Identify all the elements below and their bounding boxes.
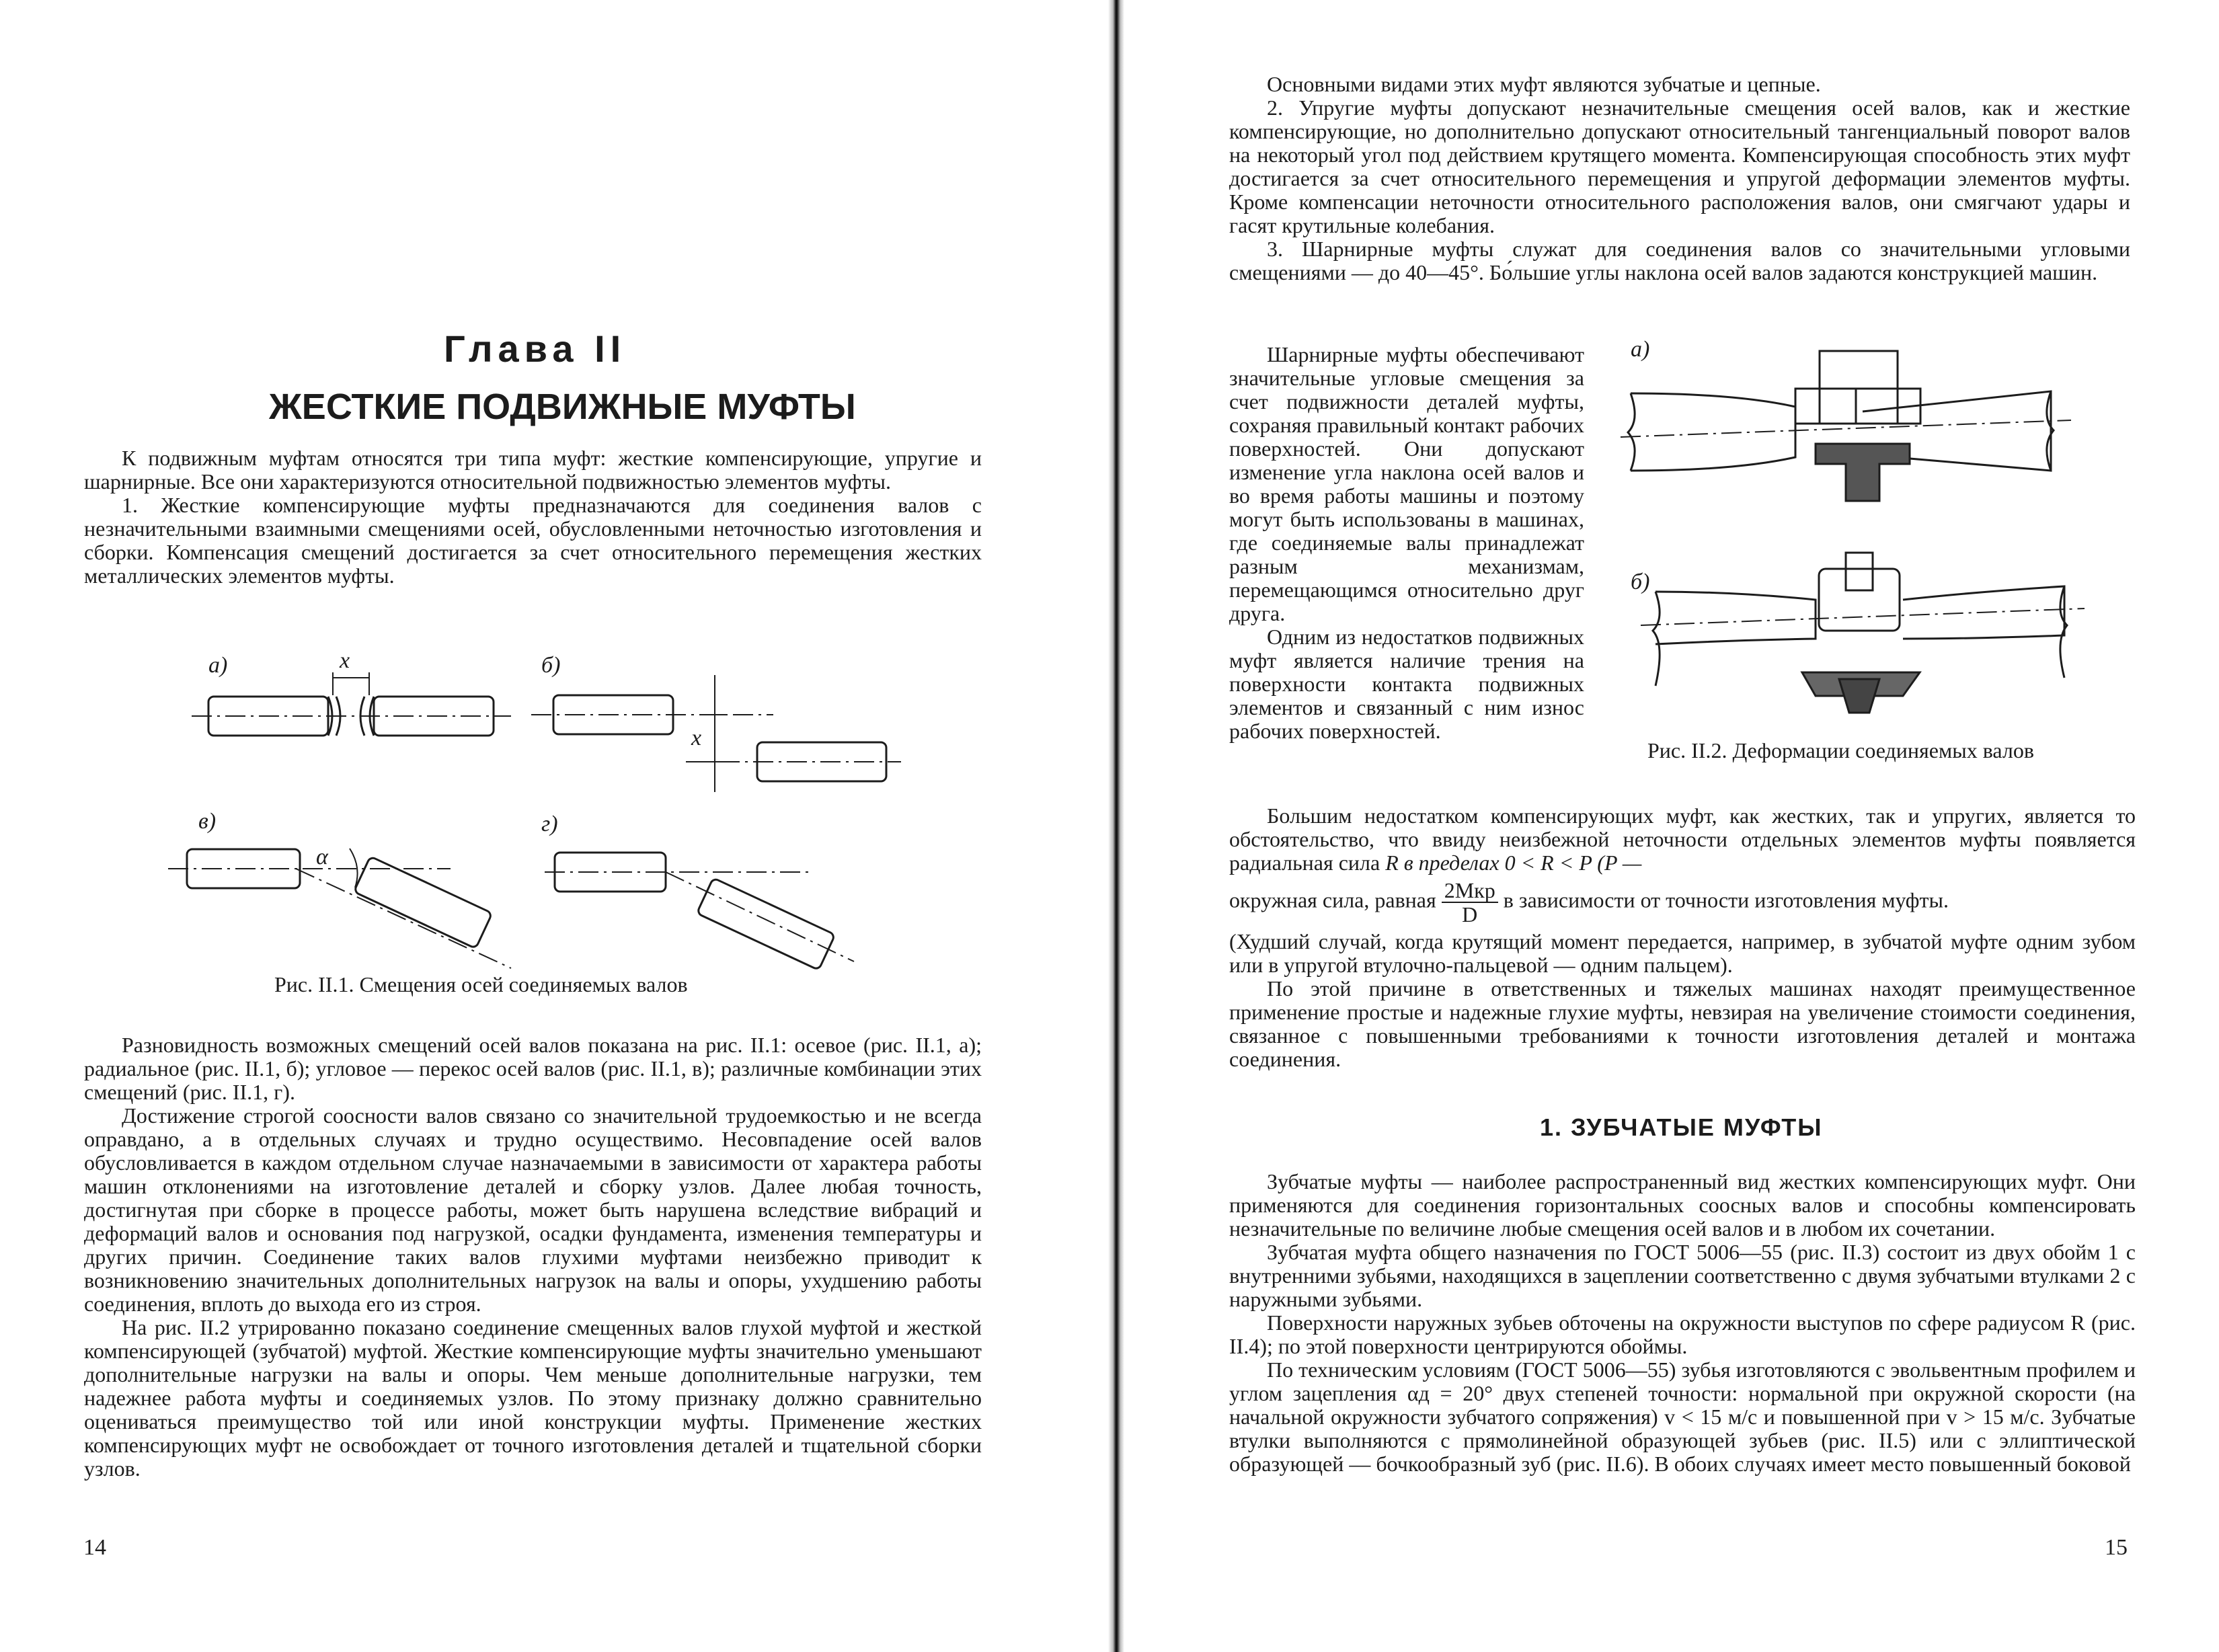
- fig1v-shaft-right: [354, 857, 492, 949]
- peripheral-force-text: окружная сила, равная: [1229, 888, 1436, 912]
- fig2-label-b: б): [1631, 569, 1650, 594]
- fig1-label-b: б): [541, 653, 561, 678]
- body-text: [84, 1033, 982, 1481]
- fig2a-coupling-top: [1820, 351, 1898, 424]
- figure-shaft-offsets: [0, 0, 1103, 995]
- right-paragraph-2: 2. Упругие муфты допускают незначительные смещения осей валов, как и жесткие компенсирующие, но дополнительно допускают относительный тангенциальный поворот валов на некоторый угол под действием крутящего момента. Компенсирующая способность этих муфт достигается за счет относительного перемещения и упругой деформации элементов муфты. Кроме компенсации неточности относительного расположения валов, они смягчают удары и гасят крутильные колебания.: [1229, 95, 2130, 237]
- fig2a-coupling-left-hub: [1795, 389, 1856, 424]
- section-paragraph-2: Зубчатая муфта общего назначения по ГОСТ 5006—55 (рис. II.3) состоит из двух обойм 1 с внутренними зубьями, находящихся в зацеплении соответственно с двумя зубчатыми втулками 2 с наружными зубьями.: [1229, 1240, 2136, 1311]
- fig2a-shaft-left-end: [1631, 390, 1836, 501]
- right-paragraph-7: (Худший случай, когда крутящий момент передается, например, в зубчатой муфте одним зубом или в упругой втулочно-пальцевой — одним пальцем).: [1229, 929, 2136, 977]
- fig2-label-a: а): [1631, 337, 1650, 362]
- section-heading: 1. ЗУБЧАТЫЕ МУФТЫ: [1540, 1113, 1823, 1141]
- fig1-label-v: в): [198, 809, 217, 834]
- chapter-heading: Глава II: [444, 327, 627, 370]
- right-paragraph-1: Основными видами этих муфт являются зубчатые и цепные.: [1267, 72, 1821, 96]
- fig1-angle-label: α: [316, 844, 328, 869]
- fig2b-coupling-top: [1819, 569, 1900, 631]
- body-paragraph-3: На рис. II.2 утрированно показано соединение смещенных валов глухой муфтой и жесткой компенсирующей (зубчатой) муфтой. Жесткие компенсирующие муфты значительно уменьшают дополнительные нагрузки на валы и опоры. Чем меньше дополнительные нагрузки, тем надежнее работа муфты и соединяемых узлов. По этому признаку должно сравнительно оцениваться преимущество той или иной конструкции муфты. Применение жестких компенсирующих муфт не освобождает от точного изготовления деталей и тщательной сборки узлов.: [84, 1315, 982, 1481]
- section-text: [1229, 1170, 2136, 1476]
- body-paragraph-2: Достижение строгой соосности валов связано со значительной трудоемкостью и не всегда оправдано, а в отдельных случаях и трудно осуществимо. Несовпадение осей валов обусловливается в каждом отдельном случае назначаемыми в зависимости от характера работы машин отклонениями на изготовление деталей и сборку узлов. Далее любая точность, достигнутая при сборке в процессе работы, может быть нарушена вследствие вибраций и деформаций валов и основания под нагрузкой, осадки фундамента, изменения температуры и других причин. Соединение таких валов глухими муфтами неизбежно приводит к возникновению значительных дополнительных нагрузок на валы и опоры, ухудшению работы соединения, вплоть до выхода его из строя.: [84, 1103, 982, 1316]
- chapter-title: ЖЕСТКИЕ ПОДВИЖНЫЕ МУФТЫ: [269, 387, 856, 427]
- left-page: [0, 0, 1103, 1652]
- section-paragraph-1: Зубчатые муфты — наиболее распространенный вид жестких компенсирующих муфт. Они применяются для соединения горизонтальных соосных валов и способны компенсировать незначительные по величине любые смещения осей валов и в любом их сочетании.: [1229, 1169, 2136, 1241]
- right-paragraph-4: Шарнирные муфты обеспечивают значительные угловые смещения за счет подвижности деталей муфты, сохраняя правильный контакт рабочих поверхностей. Они допускают изменение угла наклона осей валов и во время работы машины и поэтому могут быть использованы в машинах, где соединяемые валы принадлежат разным механизмам, перемещающимся относительно друг друга.: [1229, 342, 1584, 625]
- page-number-right: 15: [2105, 1535, 2128, 1560]
- intro-paragraph-2: 1. Жесткие компенсирующие муфты предназначаются для соединения валов с незначительными взаимными смещениями осей, обусловленными неточностью изготовления и сборки. Компенсация смещений достигается за счет относительного перемещения жестких металлических элементов муфты.: [84, 493, 982, 588]
- fig1g-shaft-right: [697, 878, 835, 970]
- fig1-caption: Рис. II.1. Смещения осей соединяемых валов: [274, 972, 688, 996]
- torque-fraction: [1442, 879, 1498, 926]
- section-paragraph-3: Поверхности наружных зубьев обточены на окружности выступов по сфере радиусом R (рис. II.4); по этой поверхности центрируются обоймы.: [1229, 1310, 2136, 1358]
- section-paragraph-4: По техническим условиям (ГОСТ 5006—55) зубья изготовляются с эвольвентным профилем и углом зацепления αд = 20° двух степеней точности: нормальной при окружной скорости (на начальной окружности зубчатого сопряжения) v < 15 м/с и повышенной при v > 15 м/с. Зубчатые втулки выполняются с прямолинейной образующей зубьев (рис. II.5) или с эллиптической образующей — бочкообразный зуб (рис. II.6). В обоих случаях имеет место повышенный боковой: [1229, 1358, 2136, 1476]
- precision-text: в зависимости от точности изготовления муфты.: [1503, 888, 1949, 912]
- right-paragraph-5: Одним из недостатков подвижных муфт является наличие трения на поверхности контакта подвижных элементов и связанный с ним износ рабочих поверхностей.: [1229, 625, 1584, 743]
- fig1-dimension-label-x1: x: [340, 648, 350, 673]
- book-spine: [1108, 0, 1124, 1652]
- fig2a-coupling-bottom: [1816, 444, 1910, 501]
- radial-force-text: Большим недостатком компенсирующих муфт, как жестких, так и упругих, является то обстоятельство, что ввиду неизбежной неточности отдельных элементов муфты появляется радиальная сила: [1229, 803, 2136, 875]
- page-number-left: 14: [83, 1535, 106, 1560]
- right-paragraph-8: По этой причине в ответственных и тяжелых машинах находят преимущественное применение простые и надежные глухие муфты, невзирая на увеличение стоимости соединения, связанное с повышенными требованиями к точности изготовления деталей и монтажа соединения.: [1229, 976, 2136, 1071]
- fig1-dimension-label-x2: x: [691, 725, 702, 750]
- fig2-caption: Рис. II.2. Деформации соединяемых валов: [1647, 738, 2034, 762]
- right-paragraph-3: 3. Шарнирные муфты служат для соединения валов со значительными угловыми смещениями — до 40—45°. Бо́льшие углы наклона осей валов задаются конструкцией машин.: [1229, 237, 2130, 284]
- fraction-denominator: D: [1462, 902, 1478, 927]
- right-page: [1130, 0, 2219, 1652]
- body-paragraph-1: Разновидность возможных смещений осей валов показана на рис. II.1: осевое (рис. II.1, а); радиальное (рис. II.1, б); угловое — перекос осей валов (рис. II.1, в); различные комбинации этих смещений (рис. II.1, г).: [84, 1033, 982, 1104]
- fig1-label-g: г): [541, 812, 558, 836]
- radial-force-formula: R в пределах 0 < R < P (P —: [1385, 851, 1642, 875]
- right-paragraph-6-continued: [1229, 879, 2136, 926]
- intro-paragraph-1: К подвижным муфтам относятся три типа муфт: жесткие компенсирующие, упругие и шарнирные. Все они характеризуются относительной подвижностью элементов муфты.: [84, 446, 982, 494]
- right-paragraph-6: [1229, 804, 2136, 875]
- right-middle-text: [1229, 804, 2136, 1071]
- fraction-numerator: 2Mкр: [1442, 879, 1498, 903]
- fig1-label-a: а): [208, 653, 228, 678]
- figure-shaft-deformations: [1130, 0, 2219, 740]
- fig2b-coupling-pin: [1846, 553, 1873, 590]
